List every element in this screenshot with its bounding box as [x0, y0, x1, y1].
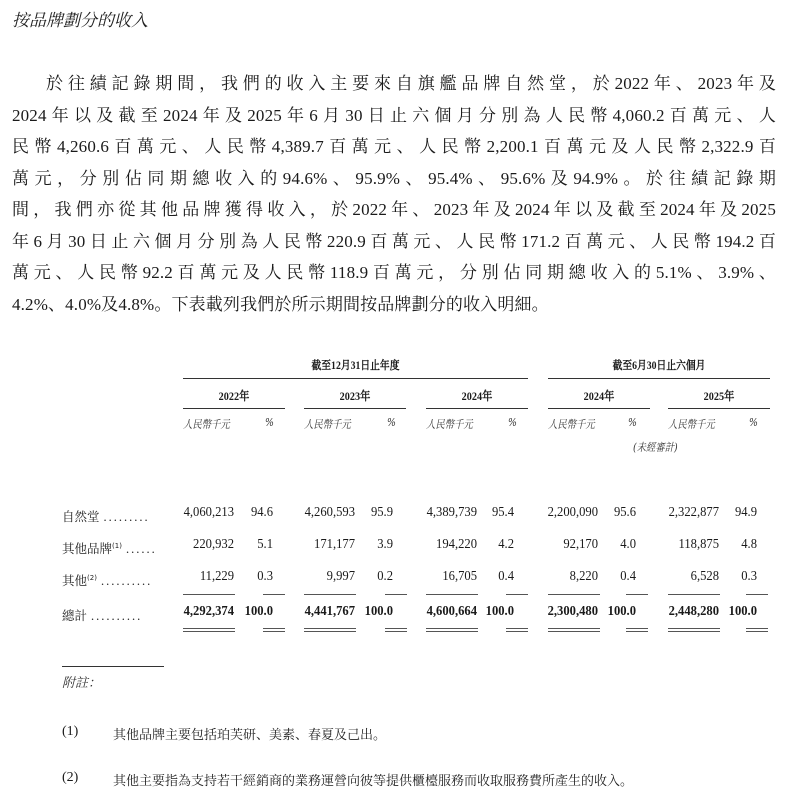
total-double-rule [746, 628, 768, 632]
percent-cell: 95.4 [491, 505, 514, 520]
note-text: 其他品牌主要包括珀芙研、美素、春夏及己出。 [113, 728, 387, 743]
percent-cell: 100.0 [244, 604, 273, 619]
description-paragraph [12, 68, 776, 320]
total-double-rule [304, 628, 356, 632]
amount-cell: 16,705 [442, 569, 477, 584]
amount-cell: 4,060,213 [183, 505, 234, 520]
paragraph-line: 萬元，分別佔同期總收入的94.6%、95.9%、95.4%、95.6%及94.9%。於往績記錄期 [12, 168, 776, 188]
total-double-rule [183, 628, 235, 632]
percent-cell: 100.0 [607, 604, 636, 619]
unit-header: 人民幣千元 [548, 418, 595, 431]
total-double-rule [548, 628, 600, 632]
amount-cell: 4,292,374 [183, 604, 234, 619]
group-header-six-months: 截至6月30日止六個月 [612, 360, 706, 372]
subtotal-rule [668, 594, 720, 595]
year-header-rule [548, 408, 650, 409]
row-label-text: 其他 [62, 573, 88, 588]
notes-label: 附註： [62, 676, 102, 691]
amount-cell: 220,932 [193, 537, 234, 552]
total-double-rule [626, 628, 648, 632]
amount-cell: 11,229 [199, 569, 234, 584]
subtotal-rule [746, 594, 768, 595]
total-double-rule [668, 628, 720, 632]
subtotal-rule [506, 594, 528, 595]
subtotal-rule [304, 594, 356, 595]
amount-cell: 2,322,877 [668, 505, 719, 520]
total-double-rule [263, 628, 285, 632]
percent-cell: 95.9 [370, 505, 393, 520]
amount-cell: 171,177 [314, 537, 355, 552]
subtotal-rule [426, 594, 478, 595]
note-number: (2) [62, 770, 79, 785]
year-header: 2024年 [461, 389, 493, 403]
footnote-ref: (2) [87, 573, 97, 582]
year-header: 2022年 [218, 389, 250, 403]
pct-header: % [265, 416, 274, 429]
percent-cell: 4.8 [741, 537, 757, 552]
amount-cell: 2,448,280 [668, 604, 719, 619]
percent-cell: 0.4 [498, 569, 514, 584]
pct-header: % [628, 416, 637, 429]
percent-cell: 0.4 [620, 569, 636, 584]
leader-dots: .......... [91, 609, 143, 623]
row-label-text: 其他品牌 [62, 541, 113, 556]
row-label [62, 606, 142, 624]
subtotal-rule [548, 594, 600, 595]
total-double-rule [426, 628, 478, 632]
pct-header: % [387, 416, 396, 429]
group-header-year-ended: 截至12月31日止年度 [311, 360, 400, 372]
paragraph-line: 於往績記錄期間，我們的收入主要來自旗艦品牌自然堂，於2022年、2023年及 [46, 74, 776, 93]
percent-cell: 0.3 [257, 569, 273, 584]
subtotal-rule [263, 594, 285, 595]
year-header-rule [304, 408, 406, 409]
percent-cell: 0.2 [377, 569, 393, 584]
percent-cell: 94.6 [250, 505, 273, 520]
paragraph-line: 萬元、人民幣92.2百萬元及人民幣118.9百萬元，分別佔同期總收入的5.1%、3.9%、 [12, 263, 776, 282]
unaudited-note: (未經審計) [633, 441, 678, 454]
row-label-text: 總計 [62, 608, 88, 623]
year-header: 2023年 [339, 389, 371, 403]
paragraph-line: 4.2%、4.0%及4.8%。下表載列我們於所示期間按品牌劃分的收入明細。 [12, 294, 549, 314]
amount-cell: 4,389,739 [426, 505, 477, 520]
subtotal-rule [626, 594, 648, 595]
leader-dots: .......... [100, 574, 153, 588]
row-label [62, 571, 152, 589]
amount-cell: 4,441,767 [304, 604, 355, 619]
percent-cell: 4.2 [498, 537, 514, 552]
amount-cell: 6,528 [690, 569, 719, 584]
pct-header: % [749, 416, 758, 429]
year-header: 2024年 [583, 389, 615, 403]
paragraph-line: 間，我們亦從其他品牌獲得收入，於2022年、2023年及2024年以及截至2024年及2025 [12, 200, 776, 219]
amount-cell: 2,300,480 [547, 604, 598, 619]
group-header-rule [183, 378, 528, 379]
notes-divider [62, 666, 164, 667]
unit-header: 人民幣千元 [183, 418, 230, 431]
row-label [62, 539, 157, 557]
section-title: 按品牌劃分的收入 [12, 11, 148, 31]
year-header-rule [183, 408, 285, 409]
leader-dots: ...... [125, 542, 157, 556]
unit-header: 人民幣千元 [426, 418, 473, 431]
percent-cell: 100.0 [485, 604, 514, 619]
percent-cell: 3.9 [377, 537, 393, 552]
paragraph-line: 年6月30日止六個月分別為人民幣220.9百萬元、人民幣171.2百萬元、人民幣194.2百 [12, 231, 776, 251]
unit-header: 人民幣千元 [304, 418, 351, 431]
percent-cell: 94.9 [734, 505, 757, 520]
note-text: 其他主要指為支持若干經銷商的業務運營向彼等提供櫃檯服務而收取服務費所產生的收入。 [113, 774, 634, 789]
amount-cell: 194,220 [436, 537, 477, 552]
amount-cell: 118,875 [678, 537, 719, 552]
amount-cell: 8,220 [569, 569, 598, 584]
row-label-text: 自然堂 [62, 509, 100, 524]
total-double-rule [506, 628, 528, 632]
percent-cell: 100.0 [364, 604, 393, 619]
subtotal-rule [385, 594, 407, 595]
amount-cell: 92,170 [563, 537, 598, 552]
year-header-rule [426, 408, 528, 409]
year-header: 2025年 [703, 389, 735, 403]
amount-cell: 2,200,090 [547, 505, 598, 520]
amount-cell: 4,260,593 [304, 505, 355, 520]
amount-cell: 9,997 [326, 569, 355, 584]
paragraph-line: 民幣4,260.6百萬元、人民幣4,389.7百萬元、人民幣2,200.1百萬元及人民幣2,322.9百 [12, 137, 776, 156]
percent-cell: 4.0 [620, 537, 636, 552]
percent-cell: 95.6 [613, 505, 636, 520]
percent-cell: 5.1 [257, 537, 273, 552]
row-label [62, 507, 150, 525]
percent-cell: 0.3 [741, 569, 757, 584]
group-header-rule [548, 378, 770, 379]
year-header-rule [668, 408, 770, 409]
unit-header: 人民幣千元 [668, 418, 715, 431]
percent-cell: 100.0 [728, 604, 757, 619]
subtotal-rule [183, 594, 235, 595]
paragraph-line: 2024年以及截至2024年及2025年6月30日止六個月分別為人民幣4,060.2百萬元、人 [12, 105, 776, 125]
note-number: (1) [62, 724, 79, 739]
amount-cell: 4,600,664 [426, 604, 477, 619]
footnote-ref: (1) [112, 541, 122, 550]
total-double-rule [385, 628, 407, 632]
leader-dots: ......... [103, 510, 150, 524]
pct-header: % [508, 416, 517, 429]
